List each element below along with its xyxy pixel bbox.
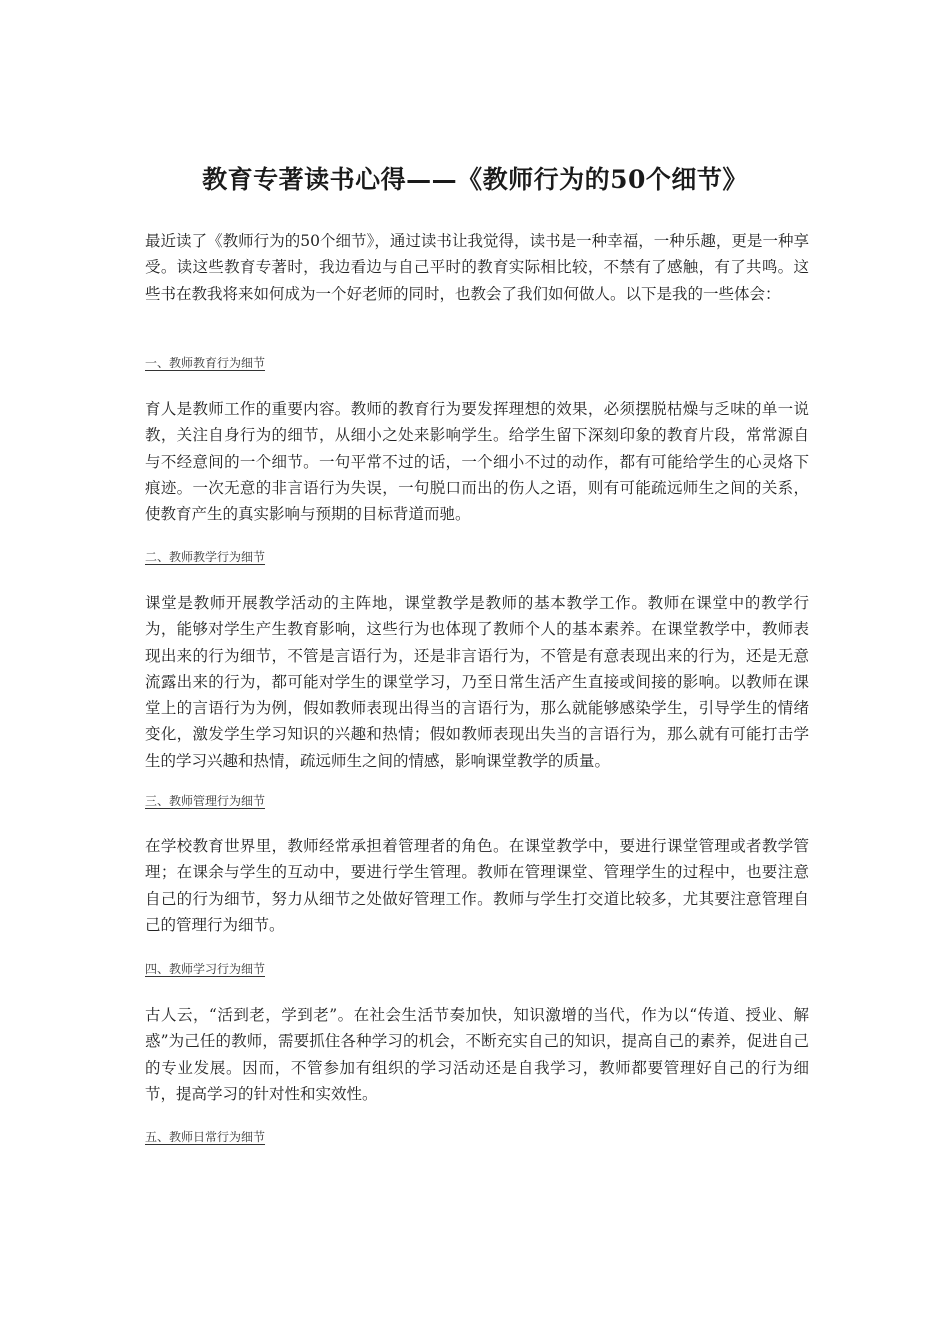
- section-body-teaching: 课堂是教师开展教学活动的主阵地，课堂教学是教师的基本教学工作。教师在课堂中的教学行为，能够对学生产生教育影响，这些行为也体现了教师个人的基本素养。在课堂教学中，教师表现出来的行为细节，不管是言语行为，还是非言语行为，不管是有意表现出来的行为，还是无意流露出来的行为，都可能对学生的课堂学习，乃至日常生活产生直接或间接的影响。以教师在课堂上的言语行为为例，假如教师表现出得当的言语行为，那么就能够感染学生，引导学生的情绪变化，激发学生学习知识的兴趣和热情；假如教师表现出失当的言语行为，那么就有可能打击学生的学习兴趣和热情，疏远师生之间的情感，影响课堂教学的质量。: [145, 594, 809, 770]
- section-heading-education: 一、教师教育行为细节: [145, 356, 266, 370]
- section-heading-teaching: 二、教师教学行为细节: [145, 550, 266, 564]
- section-heading-management: 三、教师管理行为细节: [145, 794, 266, 808]
- section-body-learning: 古人云，“活到老，学到老”。在社会生活节奏加快，知识激增的当代，作为以“传道、授业、解惑”为己任的教师，需要抓住各种学习的机会，不断充实自己的知识，提高自己的素养，促进自己的专业发展。因而，不管参加有组织的学习活动还是自我学习，教师都要管理好自己的行为细节，提高学习的针对性和实效性。: [145, 1006, 809, 1103]
- intro-paragraph: 最近读了《教师行为的50个细节》，通过读书让我觉得，读书是一种幸福，一种乐趣，更是一种享受。读这些教育专著时，我边看边与自己平时的教育实际相比较，不禁有了感触，有了共鸣。这些书在教我将来如何成为一个好老师的同时，也教会了我们如何做人。以下是我的一些体会：: [145, 232, 809, 303]
- document-title: 教育专著读书心得——《教师行为的50个细节》: [202, 165, 748, 194]
- section-body-management: 在学校教育世界里，教师经常承担着管理者的角色。在课堂教学中，要进行课堂管理或者教学管理；在课余与学生的互动中，要进行学生管理。教师在管理课堂、管理学生的过程中，也要注意自己的行为细节，努力从细节之处做好管理工作。教师与学生打交道比较多，尤其要注意管理自己的管理行为细节。: [145, 837, 809, 934]
- section-heading-learning: 四、教师学习行为细节: [145, 962, 266, 976]
- section-heading-daily: 五、教师日常行为细节: [145, 1130, 266, 1144]
- section-body-education: 育人是教师工作的重要内容。教师的教育行为要发挥理想的效果，必须摆脱枯燥与乏味的单一说教，关注自身行为的细节，从细小之处来影响学生。给学生留下深刻印象的教育片段，常常源自与不经意间的一个细节。一句平常不过的话，一个细小不过的动作，都有可能给学生的心灵烙下痕迹。一次无意的非言语行为失误，一句脱口而出的伤人之语，则有可能疏远师生之间的关系，使教育产生的真实影响与预期的目标背道而驰。: [145, 400, 809, 524]
